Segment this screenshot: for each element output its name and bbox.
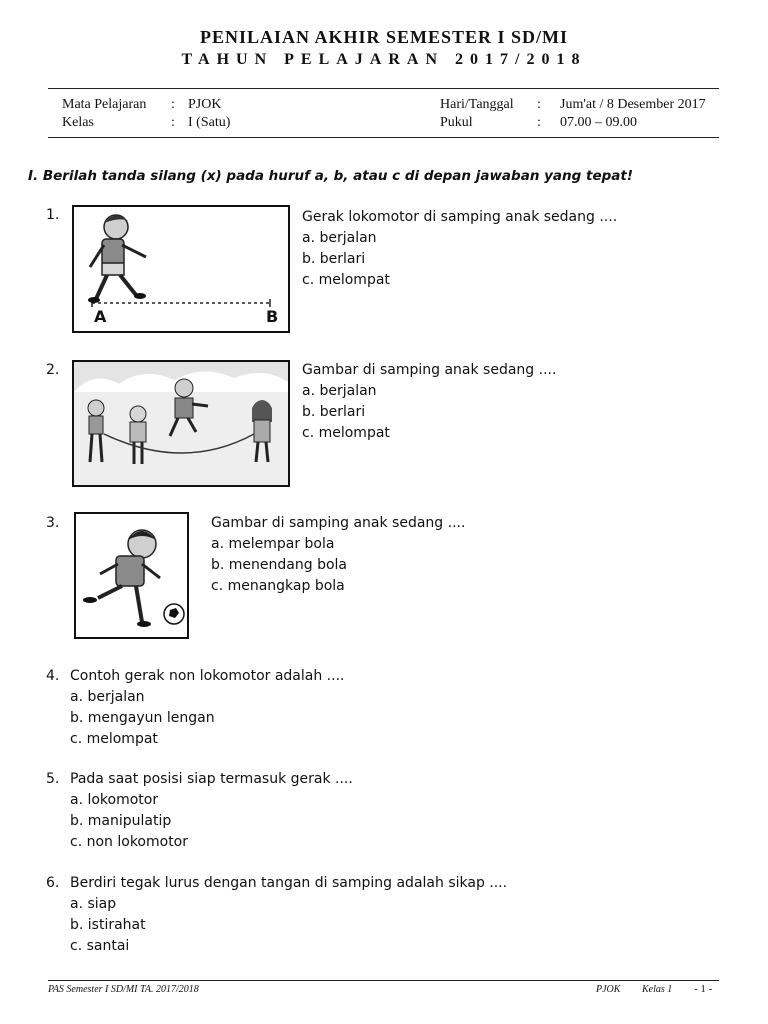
jump-rope-illustration (74, 362, 288, 485)
question-2-number: 2. (46, 362, 60, 378)
question-5 (70, 769, 353, 853)
question-2-option-c[interactable]: c. melompat (302, 425, 390, 441)
question-6 (70, 873, 507, 957)
question-3-option-c[interactable]: c. menangkap bola (211, 578, 345, 594)
question-5-option-c[interactable]: c. non lokomotor (70, 834, 189, 850)
question-2 (302, 360, 556, 444)
question-1-option-b[interactable]: b. berlari (302, 251, 366, 267)
question-4-option-c[interactable]: c. melompat (70, 731, 158, 747)
header-divider-bottom (48, 137, 719, 138)
page-title: PENILAIAN AKHIR SEMESTER I SD/MI (199, 27, 569, 47)
time-value: 07.00 – 09.00 (560, 115, 637, 130)
date-colon: : (537, 97, 541, 112)
class-colon: : (171, 115, 175, 130)
class-label: Kelas (62, 115, 94, 130)
question-4 (70, 666, 344, 750)
question-1 (302, 207, 617, 291)
question-4-option-b[interactable]: b. mengayun lengan (70, 710, 215, 726)
question-1-text: Gerak lokomotor di samping anak sedang .... (302, 209, 618, 225)
question-6-option-a[interactable]: a. siap (70, 896, 117, 912)
point-a-label: A (94, 307, 107, 326)
date-value: Jum'at / 8 Desember 2017 (560, 97, 706, 112)
question-4-text: Contoh gerak non lokomotor adalah .... (70, 668, 345, 684)
question-3-option-a[interactable]: a. melempar bola (211, 536, 335, 552)
page-number: - 1 - (694, 983, 713, 995)
question-6-number: 6. (46, 875, 60, 891)
footer-subject: PJOK (596, 984, 621, 995)
question-6-option-c[interactable]: c. santai (70, 938, 130, 954)
question-3-option-b[interactable]: b. menendang bola (211, 557, 347, 573)
footer-left: PAS Semester I SD/MI TA. 2017/2018 (48, 984, 199, 995)
question-5-option-a[interactable]: a. lokomotor (70, 792, 159, 808)
subject-value: PJOK (188, 97, 222, 112)
question-2-image (72, 360, 290, 487)
question-1-number: 1. (46, 207, 60, 223)
question-3 (211, 513, 465, 597)
question-6-text: Berdiri tegak lurus dengan tangan di samping adalah sikap .... (70, 875, 508, 891)
question-1-image (72, 205, 290, 333)
point-b-label: B (266, 307, 279, 326)
question-1-option-a[interactable]: a. berjalan (302, 230, 377, 246)
time-colon: : (537, 115, 541, 130)
page-subtitle: TAHUN PELAJARAN 2017/2018 (181, 51, 587, 68)
question-1-option-c[interactable]: c. melompat (302, 272, 390, 288)
question-5-number: 5. (46, 771, 60, 787)
question-5-text: Pada saat posisi siap termasuk gerak .... (70, 771, 353, 787)
question-3-text: Gambar di samping anak sedang .... (211, 515, 466, 531)
footer-class: Kelas 1 (642, 984, 673, 995)
question-4-option-a[interactable]: a. berjalan (70, 689, 145, 705)
footer-divider (48, 980, 719, 981)
question-3-number: 3. (46, 515, 60, 531)
kicking-ball-illustration (76, 514, 187, 637)
question-6-option-b[interactable]: b. istirahat (70, 917, 146, 933)
instruction: I. Berilah tanda silang (x) pada huruf a, b, atau c di depan jawaban yang tepat! (28, 168, 634, 184)
question-2-option-a[interactable]: a. berjalan (302, 383, 377, 399)
question-3-image (74, 512, 189, 639)
date-label: Hari/Tanggal (440, 97, 514, 112)
question-4-number: 4. (46, 668, 60, 684)
class-value: I (Satu) (188, 115, 231, 130)
question-2-option-b[interactable]: b. berlari (302, 404, 366, 420)
subject-label: Mata Pelajaran (62, 97, 147, 112)
question-5-option-b[interactable]: b. manipulatip (70, 813, 172, 829)
header-divider-top (48, 88, 719, 89)
time-label: Pukul (440, 115, 473, 130)
subject-colon: : (171, 97, 175, 112)
question-2-text: Gambar di samping anak sedang .... (302, 362, 557, 378)
